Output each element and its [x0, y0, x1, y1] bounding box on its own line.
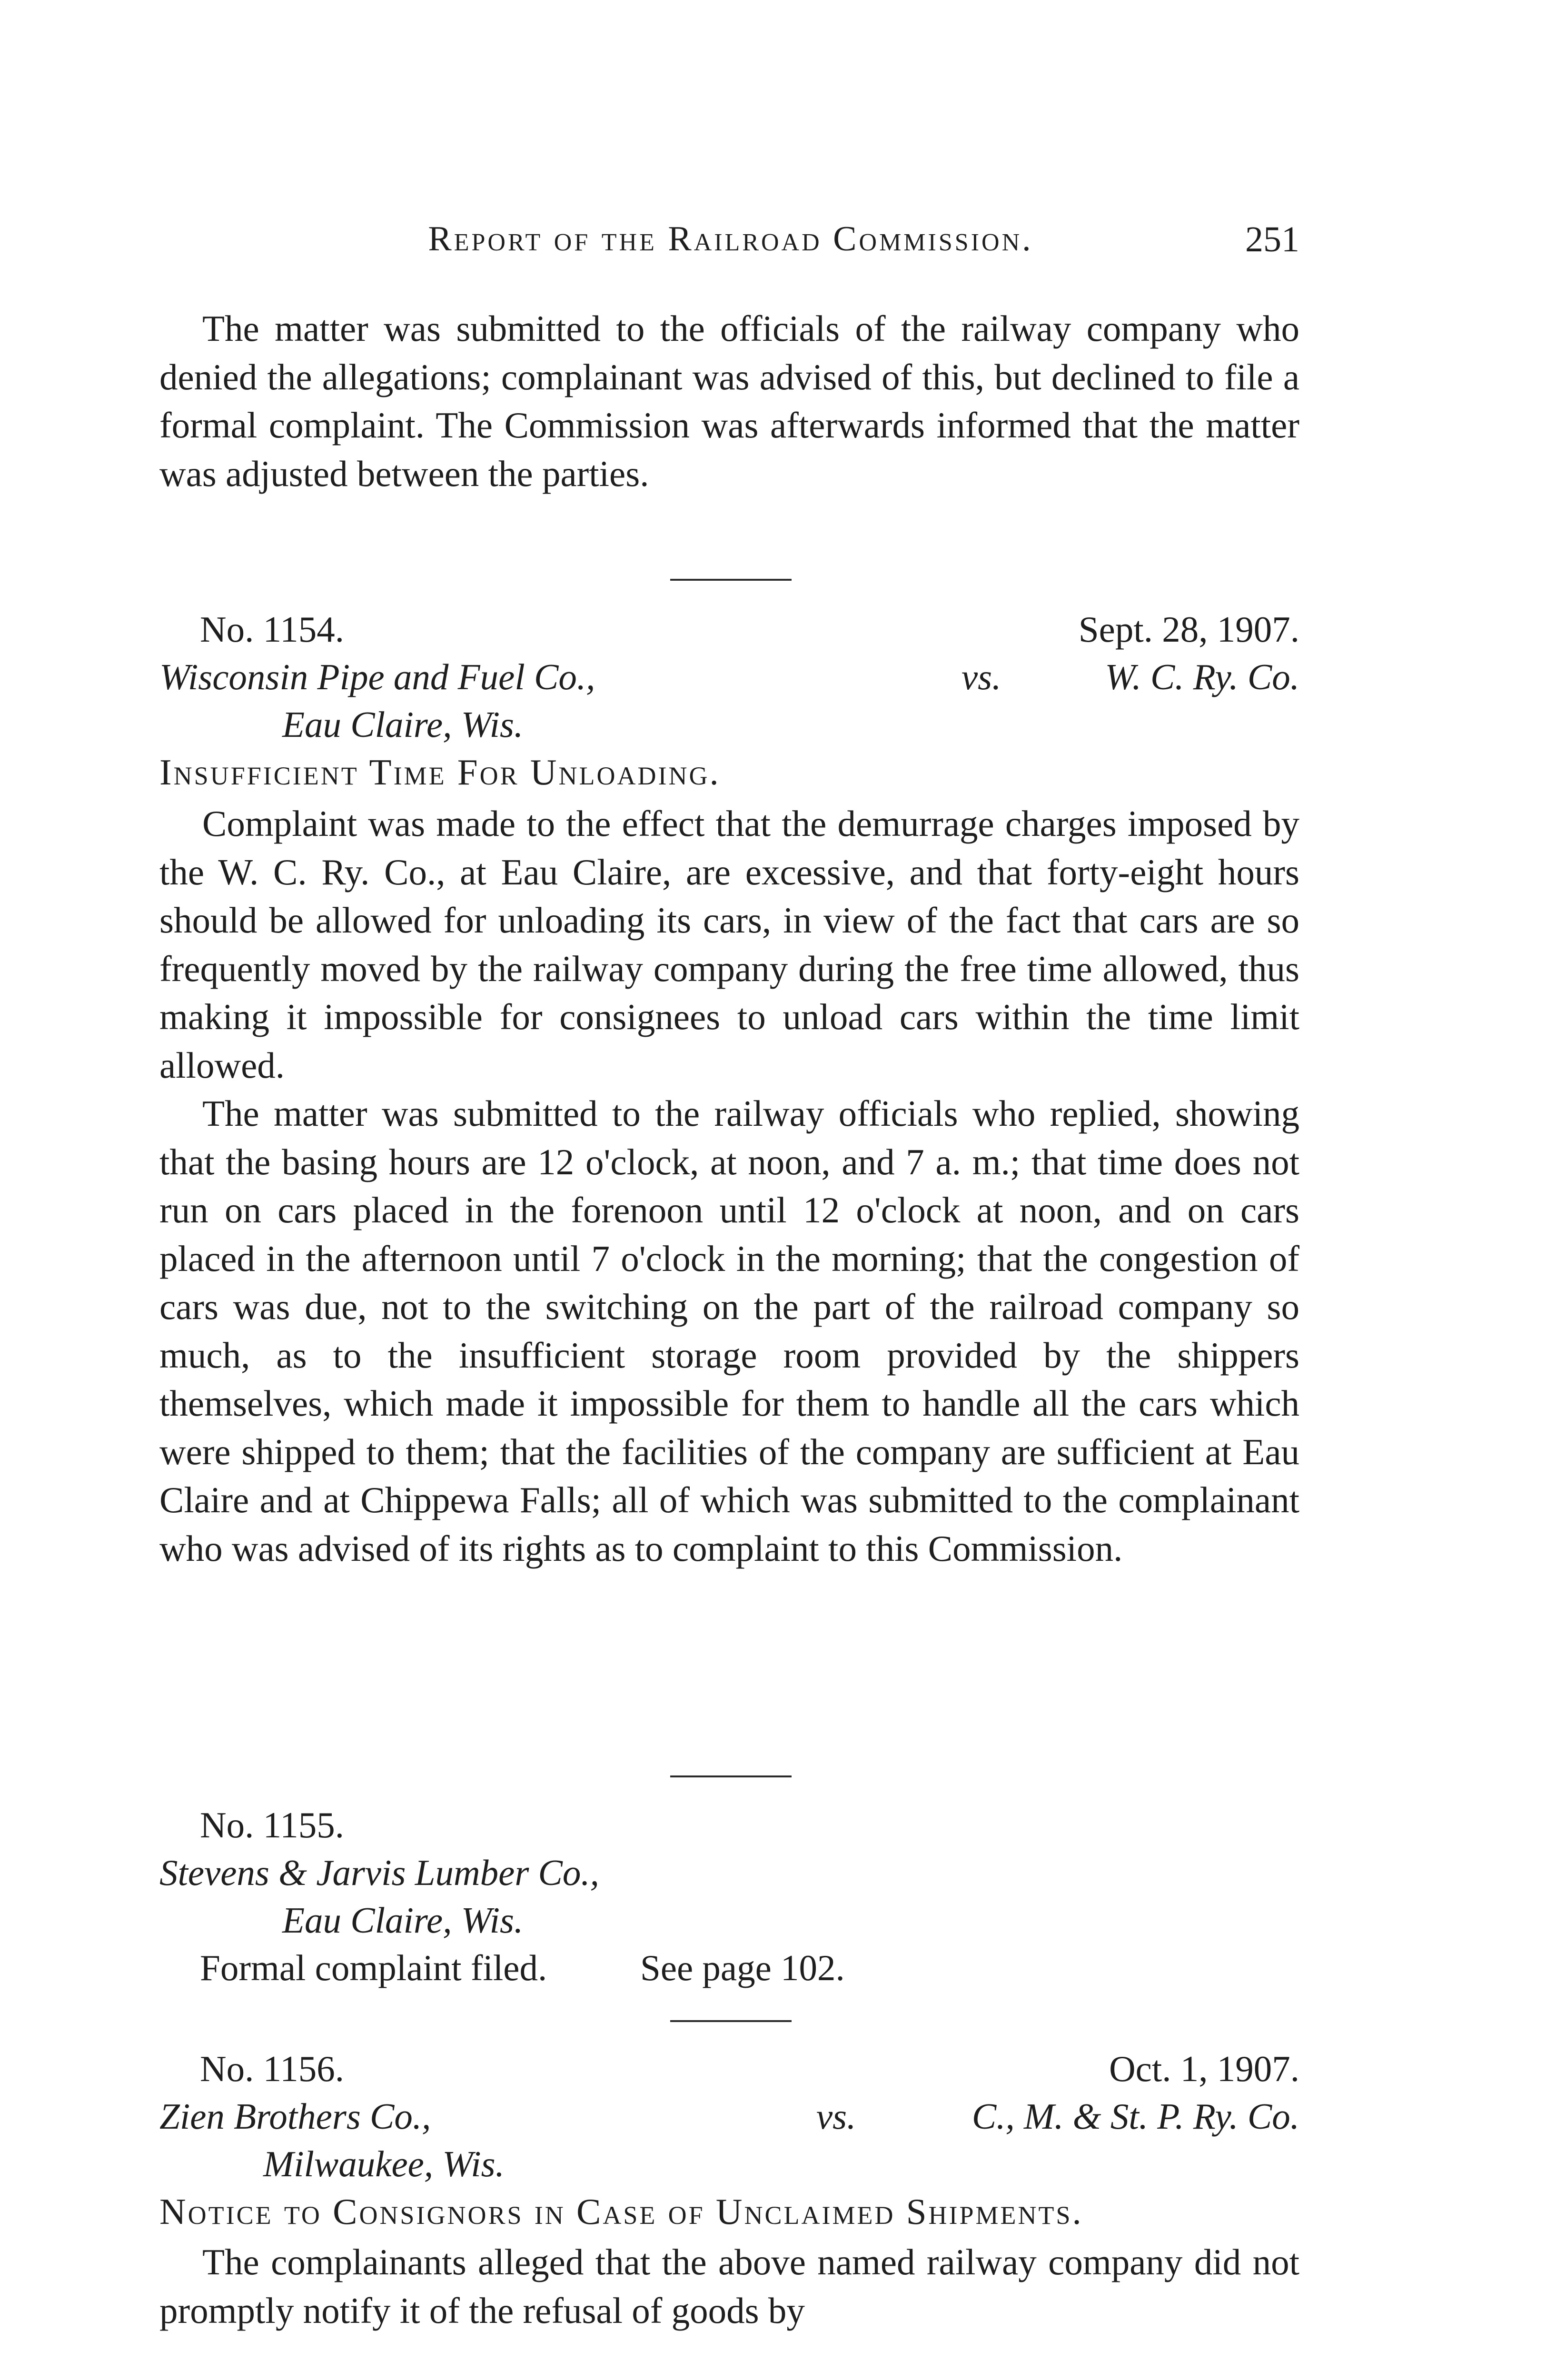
- respondent-name: W. C. Ry. Co.: [1105, 656, 1299, 697]
- case-1156-body: [159, 2238, 1299, 2335]
- case-date: Sept. 28, 1907.: [1078, 609, 1299, 650]
- complainant-name: Wisconsin Pipe and Fuel Co.,: [159, 656, 595, 697]
- versus-label: vs.: [816, 2096, 856, 2137]
- case-1154-paragraph-2: The matter was submitted to the railway officials who replied, showing that the basing hours are 12 o'clock, at noon, and 7 a. m.; that time does not run on cars placed in the forenoon until 12 o'clock at noon, and on cars placed in the afternoon until 7 o'clock in the morning; that the congestion of cars was due, not to the switching on the part of the railroad company so much, as to the insufficient storage room provided by the shippers themselves, which made it impossible for them to handle all the cars which were shipped to them; that the facilities of the company are sufficient at Eau Claire and at Chippewa Falls; all of which was submitted to the complainant who was advised of its rights as to complaint to this Commission.: [159, 1093, 1299, 1569]
- case-1154-location-line: [159, 704, 1299, 751]
- intro-paragraph: The matter was submitted to the officials of the railway company who denied the allegations; complainant was advised of this, but declined to file a formal complaint. The Commission was afterwards informed that the matter was adjusted between the parties.: [159, 308, 1299, 494]
- section-divider: [670, 579, 792, 581]
- respondent-name: C., M. & St. P. Ry. Co.: [971, 2096, 1299, 2137]
- running-title: Report of the Railroad Commission.: [428, 219, 1033, 258]
- case-1155-number-line: [159, 1804, 1299, 1852]
- running-header: [162, 219, 1299, 271]
- page-number: 251: [1245, 219, 1299, 259]
- case-1156-heading-line: [159, 2191, 1299, 2238]
- versus-label: vs.: [961, 656, 1001, 697]
- complainant-location: Eau Claire, Wis.: [282, 704, 524, 745]
- case-heading: Notice to Consignors in Case of Unclaimed Shipments.: [159, 2191, 1083, 2232]
- complaint-note: Formal complaint filed.: [200, 1947, 547, 1988]
- case-number: No. 1155.: [200, 1805, 344, 1845]
- intro-paragraph-block: [159, 305, 1299, 498]
- case-1156-parties-line: [159, 2095, 1299, 2143]
- case-1154-paragraph-1: Complaint was made to the effect that the demurrage charges imposed by the W. C. Ry. Co., at Eau Claire, are excessive, and that forty-eight hours should be allowed for unloading its cars, in view of the fact that cars are so frequently moved by the railway company during the free time allowed, thus making it impossible for consignees to unload cars within the time limit allowed.: [159, 803, 1299, 1086]
- case-1156-location-line: [159, 2143, 1299, 2191]
- case-1154-parties-line: [159, 656, 1299, 704]
- case-number: No. 1156.: [200, 2048, 344, 2089]
- case-1155-parties-line: [159, 1852, 1299, 1899]
- case-number: No. 1154.: [200, 609, 344, 650]
- complainant-location: Eau Claire, Wis.: [282, 1900, 524, 1941]
- section-divider: [670, 2020, 792, 2022]
- case-heading: Insufficient Time For Unloading.: [159, 752, 721, 793]
- case-1155-note-line: [159, 1947, 1299, 1994]
- case-1155-location-line: [159, 1899, 1299, 1947]
- case-1156-paragraph-1: The complainants alleged that the above named railway company did not promptly notify it of the refusal of goods by: [159, 2241, 1299, 2331]
- case-1156-number-line: [159, 2048, 1299, 2095]
- complainant-name: Stevens & Jarvis Lumber Co.,: [159, 1852, 599, 1893]
- page-reference: See page 102.: [640, 1947, 845, 1988]
- case-1154-number-line: [159, 608, 1299, 656]
- case-1154-heading-line: [159, 751, 1299, 799]
- section-divider: [670, 1775, 792, 1777]
- complainant-name: Zien Brothers Co.,: [159, 2096, 431, 2137]
- case-1154-body: [159, 800, 1299, 1573]
- case-date: Oct. 1, 1907.: [1109, 2048, 1299, 2089]
- complainant-location: Milwaukee, Wis.: [263, 2143, 505, 2184]
